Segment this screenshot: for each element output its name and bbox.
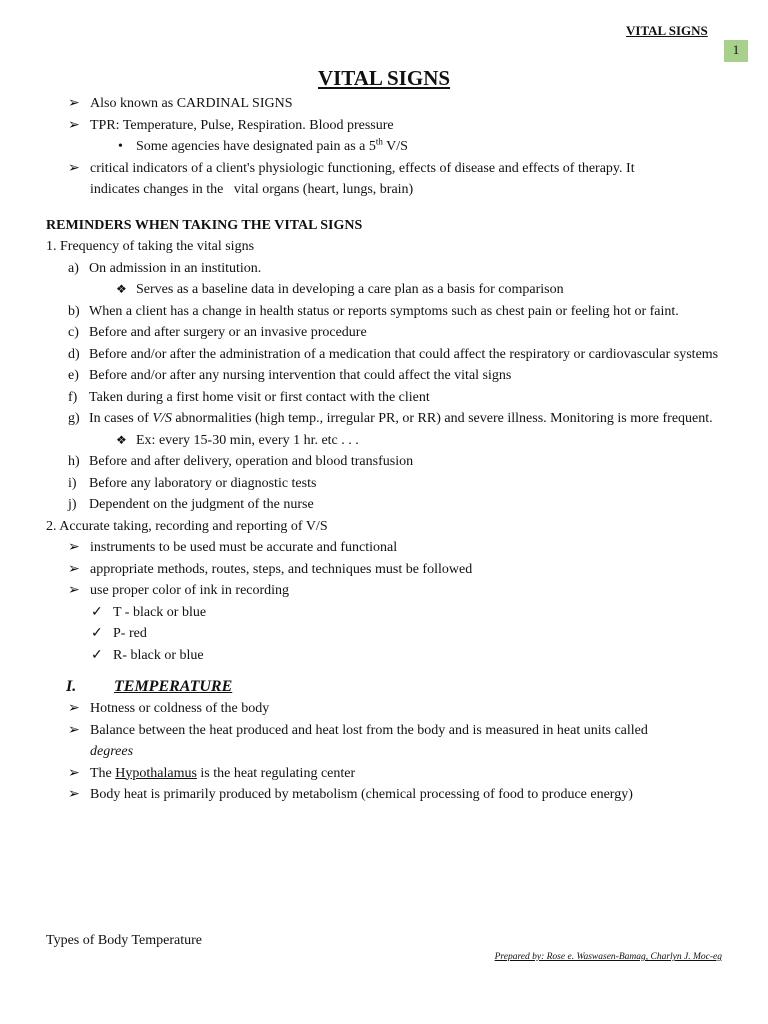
list-item	[46, 408, 722, 430]
bullet-text: appropriate methods, routes, steps, and techniques must be followed	[90, 561, 473, 577]
temperature-bullet	[46, 784, 722, 806]
accuracy-bullet	[46, 559, 722, 581]
ink-color-item	[46, 602, 722, 624]
ink-color-text: P- red	[113, 626, 147, 641]
list-item	[46, 451, 722, 473]
arrow-bullet-icon: ➢	[68, 117, 80, 133]
arrow-bullet-icon: ➢	[68, 722, 80, 738]
running-header-title: VITAL SIGNS	[626, 23, 708, 38]
accuracy-heading: 2. Accurate taking, recording and reporting of V/S	[46, 518, 328, 534]
sub-item-text: Ex: every 15-30 min, every 1 hr. etc . . .	[136, 432, 359, 448]
list-item	[46, 301, 722, 323]
dot-bullet-icon: •	[118, 139, 123, 154]
list-item	[46, 258, 722, 280]
temperature-bullet	[46, 720, 722, 763]
prepared-by-footer: Prepared by: Rose e. Waswasen-Bamag, Charlyn J. Moc-eg	[494, 952, 722, 962]
list-item-text: When a client has a change in health status or reports symptoms such as chest pain or feeling hot or faint.	[89, 303, 679, 319]
list-item	[46, 494, 722, 516]
list-item	[46, 473, 722, 495]
accuracy-bullet	[46, 580, 722, 602]
ink-color-text: R- black or blue	[113, 647, 204, 663]
list-item-text: Before any laboratory or diagnostic tests	[89, 475, 317, 491]
list-item	[46, 322, 722, 344]
temperature-bullet	[46, 698, 722, 720]
bullet-text: TPR: Temperature, Pulse, Respiration. Blood pressure	[90, 117, 394, 133]
list-item	[46, 365, 722, 387]
bullet-text: Hotness or coldness of the body	[90, 701, 270, 716]
bullet-text: instruments to be used must be accurate and functional	[90, 540, 398, 555]
temperature-heading	[46, 676, 722, 698]
vs-abbreviation: V/S	[152, 411, 172, 426]
bullet-text: The Hypothalamus is the heat regulating center	[90, 765, 356, 781]
ink-color-item	[46, 645, 722, 667]
list-marker: g)	[68, 411, 80, 426]
arrow-bullet-icon: ➢	[68, 160, 80, 176]
types-of-temperature-heading: Types of Body Temperature	[46, 933, 203, 948]
list-marker: d)	[68, 346, 80, 362]
list-marker: i)	[68, 475, 77, 491]
arrow-bullet-icon: ➢	[68, 583, 80, 598]
list-item-text: On admission in an institution.	[89, 260, 262, 276]
intro-bullet	[46, 115, 722, 137]
list-marker: b)	[68, 303, 80, 319]
list-marker: e)	[68, 368, 79, 383]
list-marker: a)	[68, 260, 79, 276]
intro-bullet	[46, 93, 722, 115]
list-item-text: Before and after surgery or an invasive procedure	[89, 325, 367, 340]
bullet-text: use proper color of ink in recording	[90, 583, 290, 598]
diamond-bullet-icon: ❖	[116, 432, 127, 447]
bullet-text: Also known as CARDINAL SIGNS	[90, 96, 293, 111]
arrow-bullet-icon: ➢	[68, 701, 80, 716]
temperature-bullet	[46, 763, 722, 785]
list-marker: j)	[68, 497, 77, 512]
section-title: TEMPERATURE	[114, 678, 233, 695]
intro-sub-bullet	[46, 136, 722, 158]
hypothalamus-term: Hypothalamus	[115, 765, 197, 781]
diamond-bullet-icon: ❖	[116, 282, 127, 296]
sub-item-text: Serves as a baseline data in developing a care plan as a basis for comparison	[136, 282, 564, 297]
bullet-text: Body heat is primarily produced by metabolism (chemical processing of food to produce energy)	[90, 787, 633, 802]
sub-list-item	[46, 430, 722, 452]
bullet-text-line: critical indicators of a client's physiologic functioning, effects of disease and effects of therapy. It	[90, 160, 635, 176]
arrow-bullet-icon: ➢	[68, 765, 80, 781]
ink-color-text: T - black or blue	[113, 604, 207, 620]
arrow-bullet-icon: ➢	[68, 96, 80, 111]
bullet-text-line: indicates changes in the vital organs (heart, lungs, brain)	[90, 182, 414, 197]
superscript: th	[375, 136, 383, 147]
document-title: VITAL SIGNS	[317, 66, 451, 90]
checkmark-icon: ✓	[91, 626, 103, 641]
list-marker: h)	[68, 454, 80, 469]
degrees-term: degrees	[90, 744, 134, 759]
arrow-bullet-icon: ➢	[68, 787, 80, 802]
list-item	[46, 344, 722, 366]
page-number-badge: 1	[724, 40, 748, 62]
intro-bullet	[46, 158, 722, 201]
list-item-text: Before and/or after any nursing intervention that could affect the vital signs	[89, 368, 512, 383]
sub-bullet-text: Some agencies have designated pain as a 5th V/S	[136, 136, 408, 154]
section-numeral: I.	[66, 678, 77, 695]
arrow-bullet-icon: ➢	[68, 561, 80, 577]
list-marker: f)	[68, 389, 78, 405]
list-item-text: Before and after delivery, operation and blood transfusion	[89, 454, 414, 469]
list-item-text: Before and/or after the administration of a medication that could affect the respiratory or cardiovascular systems	[89, 346, 719, 362]
checkmark-icon: ✓	[91, 604, 103, 620]
list-item	[46, 387, 722, 409]
document-body	[46, 93, 722, 806]
checkmark-icon: ✓	[91, 647, 103, 663]
sub-list-item	[46, 279, 722, 301]
arrow-bullet-icon: ➢	[68, 540, 80, 555]
list-item-text: In cases of V/S abnormalities (high temp., irregular PR, or RR) and severe illness. Monitoring is more frequent.	[89, 411, 713, 426]
list-marker: c)	[68, 325, 79, 340]
accuracy-bullet	[46, 537, 722, 559]
ink-color-item	[46, 623, 722, 645]
list-item-text: Dependent on the judgment of the nurse	[89, 497, 314, 512]
reminders-heading: REMINDERS WHEN TAKING THE VITAL SIGNS	[46, 217, 363, 233]
list-item-text: Taken during a first home visit or first contact with the client	[89, 389, 430, 405]
frequency-heading: 1. Frequency of taking the vital signs	[46, 239, 255, 254]
bullet-text-line: Balance between the heat produced and heat lost from the body and is measured in heat units called	[90, 722, 648, 738]
